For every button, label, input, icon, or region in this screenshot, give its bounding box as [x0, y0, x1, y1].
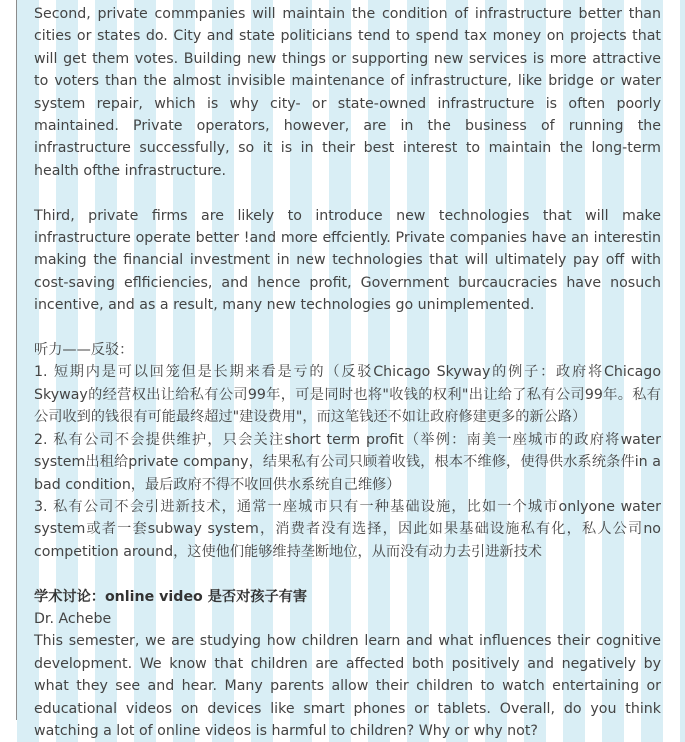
listening-header: 听力——反驳： — [34, 342, 134, 359]
left-border-line — [16, 0, 17, 720]
paragraph-third-point: Third, private firms are likely to introduce new technologies that will make infrastructure operate better !and more effciently. Private companies have an interestin making the financial investment in new technologies that will ultimately pay off with cost-saving eflficiencies, and hence profit, Government burcaucracies have nosuch incentive, and as a result, many new technologies go unimplemented. — [34, 207, 661, 314]
listening-point-1: 1. 短期内是可以回笼但是长期来看是亏的（反驳Chicago Skyway的例子：政府将Chicago Skyway的经营权出让给私有公司99年，可是同时也将"收钱的权利"出让给了私有公司99年。私有公司收到的钱很有可能最终超过"建设费用"，而这笔钱还不如让政府修建更多的新公路） — [34, 364, 661, 426]
discussion-prompt: This semester, we are studying how children learn and what influences their cognitive development. We know that children are affected both positively and negatively by what they see and hear. Many parents allow their children to watch entertaining or educational videos on devices like smart phones or tablets. Overall, do you think watching a lot of online videos is harmful to children? Why or why not? — [34, 633, 661, 739]
article-body — [34, 3, 661, 742]
discussion-heading: 学术讨论：online video 是否对孩子有害 — [34, 588, 308, 605]
listening-point-3: 3. 私有公司不会引进新技术，通常一座城市只有一种基础设施，比如一个城市onlyone water system或者一套subway system，消费者没有选择，因此如果基础设施私有化，私人公司no competition around，这使他们能够维持垄断地位，从而没有动力去引进新技术 — [34, 498, 661, 560]
spacer — [34, 317, 661, 339]
listening-point-2: 2. 私有公司不会提供维护，只会关注short term profit（举例：南美一座城市的政府将water system出租给private company，结果私有公司只顾着收钱，根本不维修，使得供水系统条件in a bad condition，最后政府不得不收回供水系统自己维修） — [34, 431, 661, 493]
professor-name: Dr. Achebe — [34, 610, 112, 627]
spacer — [34, 182, 661, 204]
spacer — [34, 563, 661, 585]
paragraph-second-point: Second, private commpanies will maintain the condition of infrastructure better than cities or states do. City and state politicians tend to spend tax money on projects that will get them votes. Building new things or supporting new services is more attractive to voters than the almost invisible maintenance of infrastructure, like bridge or water system repair, which is why city- or state-owned infrastructure is often poorly maintained. Private operators, however, are in the business of running the infrastructure successfully, so it is in their best interest to maintain the long-term health ofthe infrastructure. — [34, 6, 661, 179]
